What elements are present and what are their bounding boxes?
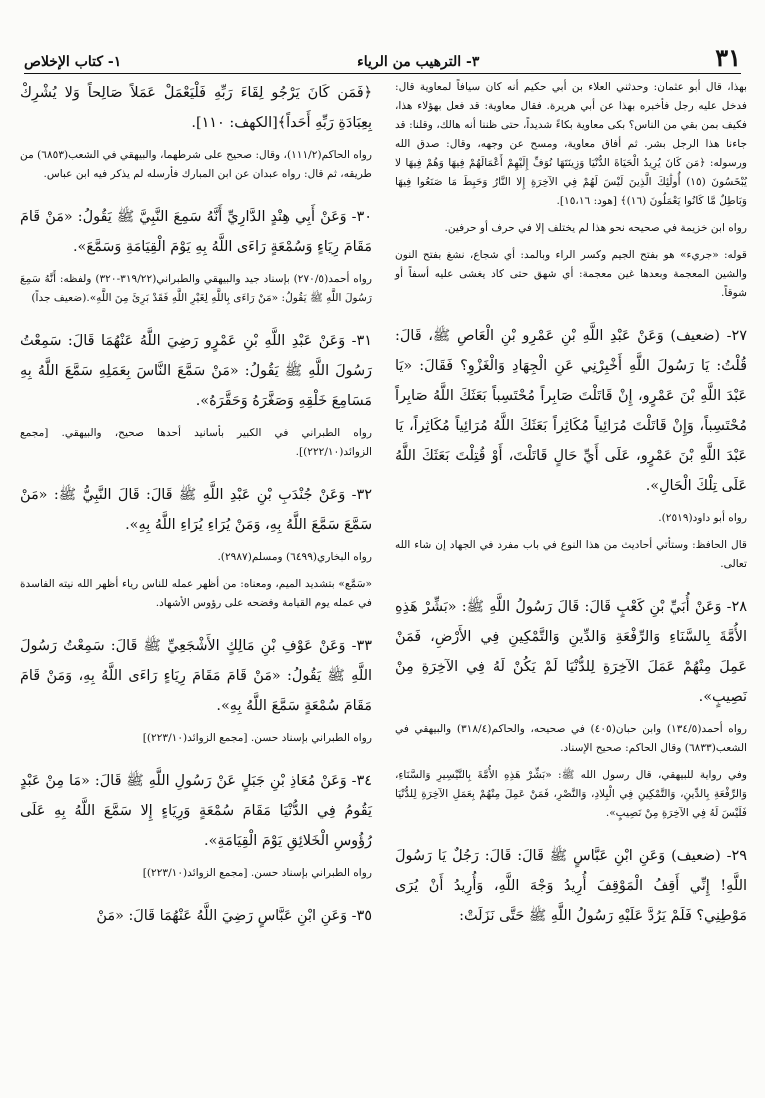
hadith-paragraph: ٣٠- وَعَنْ أَبِي هِنْدٍ الدَّارِيِّ أَنَّهُ سَمِعَ النَّبِيَّ ﷺ يَقُولُ: «مَنْ قَامَ مَقَامَ رِيَاءٍ وَسُمْعَةٍ رَاءَى اللَّهُ بِهِ يَوْمَ الْقِيَامَةِ وَسَمَّعَ».	[20, 209, 372, 255]
note-paragraph: قوله: «جريء» هو بفتح الجيم وكسر الراء وبالمد: أي شجاع، نشغ بفتح النون والشين المعجمة وبعدها غين معجمة: أي شهق حتى كاد يغشى عليه أسفاً أو شوقاً.	[395, 249, 747, 299]
note-paragraph: رواه الطبراني بإسناد حسن. [مجمع الزوائد(٢٢٣/١٠)]	[142, 867, 372, 879]
note-paragraph: رواه أحمد(٢٧٠/٥) بإسناد جيد والبيهقي والطبراني(٣١٩/٢٢-٣٢٠) ولفظه: أَنَّهُ سَمِعَ رَسُولَ اللَّهِ ﷺ يَقُولُ: «مَنْ رَاءَى بِاللَّهِ لِغَيْرِ اللَّهِ فَقَدْ بَرِئَ مِنَ اللَّهِ».(ضعيف جداً)	[20, 273, 372, 304]
verse-paragraph: ﴿فَمَن كَانَ يَرْجُو لِقَاءَ رَبِّهِ فَلْيَعْمَلْ عَمَلاً صَالِحاً وَلا يُشْرِكْ بِعِبَادَةِ رَبِّهِ أَحَداً﴾[الكهف: ١١٠].	[20, 85, 372, 131]
note-paragraph: بهذا، قال أبو عثمان: وحدثني العلاء بن أبي حكيم أنه كان سيافاً لمعاوية قال: فدخل عليه رجل فأخبره بهذا عن أبي هريرة. فقال معاوية: قد فعل بهؤلاء هذا، فكيف بمن بقي من الناس؟ بكى معاوية بكاءً شديداً، حتى ظننا أنه هالك، وقلنا: قد جاءنا هذا الرجل بشر. ثم أفاق معاوية، ومسح عن وجهه، وقال: صدق الله ورسوله: ﴿مَن كَانَ يُرِيدُ الْحَيَاةَ الدُّنْيَا وَزِينَتَهَا نُوَفِّ إِلَيْهِمْ أَعْمَالَهُمْ فِيهَا وَهُمْ فِيهَا لا يُبْخَسُونَ (١٥) أُولَٰئِكَ الَّذِينَ لَيْسَ لَهُمْ فِي الآخِرَةِ إِلا النَّارُ وَحَبِطَ مَا صَنَعُوا فِيهَا وَبَاطِلٌ مَّا كَانُوا يَعْمَلُونَ (١٦)﴾ [هود: ١٥،١٦].	[395, 81, 747, 207]
note-paragraph: رواه البخاري(٦٤٩٩) ومسلم(٢٩٨٧).	[217, 551, 372, 563]
hadith-paragraph: ٣٤- وَعَنْ مُعَاذِ بْنِ جَبَلٍ عَنْ رَسُولِ اللَّهِ ﷺ قَالَ: «مَا مِنْ عَبْدٍ يَقُومُ فِي الدُّنْيَا مَقَامَ سُمْعَةٍ وَرِيَاءٍ إِلا سَمَّعَ اللَّهُ بِهِ عَلَى رُؤُوسِ الْخَلائِقِ يَوْمَ الْقِيَامَةِ».	[20, 773, 372, 849]
hadith-paragraph: ٣٥- وَعَنِ ابْنِ عَبَّاسٍ رَضِيَ اللَّهُ عَنْهُمَا قَالَ: «مَنْ	[96, 908, 372, 924]
note-paragraph: رواه الطبراني في الكبير بأسانيد أحدها صحيح، والبيهقي. [مجمع الزوائد(٢٢٢/١٠)].	[20, 427, 372, 458]
left-column	[20, 78, 372, 939]
note-paragraph: رواه ابن خزيمة في صحيحه نحو هذا لم يختلف إلا في حرف أو حرفين.	[444, 222, 747, 234]
page-header	[24, 40, 741, 74]
note-paragraph: رواه أحمد(١٣٤/٥) وابن حبان(٤٠٥) في صحيحه، والحاكم(٣١٨/٤) والبيهقي في الشعب(٦٨٣٣) وقال الحاكم: صحيح الإسناد.	[395, 723, 748, 754]
right-column	[395, 78, 747, 939]
hadith-paragraph: ٣١- وَعَنْ عَبْدِ اللَّهِ بْنِ عَمْرٍو رَضِيَ اللَّهُ عَنْهُمَا قَالَ: سَمِعْتُ رَسُولَ اللَّهِ ﷺ يَقُولُ: «مَنْ سَمَّعَ النَّاسَ بِعَمَلِهِ سَمَّعَ اللَّهُ بِهِ مَسَامِعَ خَلْقِهِ وَصَغَّرَهُ وَحَقَّرَهُ».	[20, 333, 372, 409]
hadith-paragraph: ٢٨- وَعَنْ أُبَيِّ بْنِ كَعْبٍ قَالَ: قَالَ رَسُولُ اللَّهِ ﷺ: «بَشِّرْ هَذِهِ الأُمَّةَ بِالسَّنَاءِ وَالرِّفْعَةِ وَالدِّينِ وَالتَّمْكِينِ فِي الأَرْضِ، فَمَنْ عَمِلَ مِنْهُمْ عَمَلَ الآخِرَةِ لِلدُّنْيَا لَمْ يَكُنْ لَهُ فِي الآخِرَةِ مِنْ نَصِيبٍ».	[395, 599, 747, 705]
hadith-paragraph: ٢٧- (ضعيف) وَعَنْ عَبْدِ اللَّهِ بْنِ عَمْرِو بْنِ الْعَاصِ ﷺ، قَالَ: قُلْتُ: يَا رَسُولَ اللَّهِ أَخْبِرْنِي عَنِ الْجِهَادِ وَالْغَزْوِ؟ فَقَالَ: «يَا عَبْدَ اللَّهِ بْنَ عَمْرٍو، إِنْ قَاتَلْتَ صَابِراً مُحْتَسِباً بَعَثَكَ اللَّهُ صَابِراً مُحْتَسِباً، وَإِنْ قَاتَلْتَ مُرَائِياً مُكَاثِراً بَعَثَكَ اللَّهُ مُرَائِياً مُكَاثِراً، يَا عَبْدَ اللَّهِ بْنَ عَمْرٍو، عَلَى أَيِّ حَالٍ قَاتَلْتَ، أَوْ قُتِلْتَ بَعَثَكَ اللَّهُ عَلَى تِلْكَ الْحَالِ».	[395, 328, 747, 494]
note-paragraph: وفي رواية للبيهقي، قال رسول الله ﷺ: «بَشِّرْ هَذِهِ الأُمَّةَ بِالتَّيْسِيرِ وَالسَّنَاءِ، وَالرِّفْعَةِ بِالدِّينِ، وَالتَّمْكِينِ فِي الْبِلادِ، وَالنَّصْرِ، فَمَنْ عَمِلَ مِنْهُمْ بِعَمَلِ الآخِرَةِ لِلدُّنْيَا فَلَيْسَ لَهُ فِي الآخِرَةِ مِنْ نَصِيبٍ».	[395, 769, 747, 819]
running-chapter-title: ٣- الترهيب من الرياء	[357, 54, 480, 70]
running-book-title: ١- كتاب الإخلاص	[24, 54, 122, 70]
note-paragraph: رواه أبو داود(٢٥١٩).	[658, 512, 747, 524]
note-paragraph: رواه الطبراني بإسناد حسن. [مجمع الزوائد(٢٢٣/١٠)]	[142, 732, 372, 744]
hadith-paragraph: ٣٢- وَعَنْ جُنْدَبِ بْنِ عَبْدِ اللَّهِ ﷺ قَالَ: قَالَ النَّبِيُّ ﷺ: «مَنْ سَمَّعَ سَمَّعَ اللَّهُ بِهِ، وَمَنْ يُرَاءِ يُرَاءِ اللَّهُ بِهِ».	[20, 487, 372, 533]
hadith-paragraph: ٢٩- (ضعيف) وَعَنِ ابْنِ عَبَّاسٍ ﷺ قَالَ: قَالَ: رَجُلٌ يَا رَسُولَ اللَّهِ! إِنِّي أَقِفُ الْمَوْقِفَ أُرِيدُ وَجْهَ اللَّهِ، وَأُرِيدُ أَنْ يُرَى مَوْطِنِي؟ فَلَمْ يَرُدَّ عَلَيْهِ رَسُولُ اللَّهِ ﷺ حَتَّى نَزَلَتْ:	[395, 848, 747, 924]
page-number: ٣١	[715, 43, 741, 72]
note-paragraph: «سَمَّع» بتشديد الميم، ومعناه: من أظهر عمله للناس رياء أظهر الله نيته الفاسدة في عمله يوم القيامة وفضحه على رؤوس الأشهاد.	[20, 578, 372, 609]
note-paragraph: رواه الحاكم(١١١/٢)، وقال: صحيح على شرطهما، والبيهقي في الشعب(٦٨٥٣) من طريقه، ثم قال: رواه عبدان عن ابن المبارك فأرسله لم يذكر فيه ابن عباس.	[20, 149, 372, 180]
hadith-paragraph: ٣٣- وَعَنْ عَوْفِ بْنِ مَالِكٍ الأَشْجَعِيِّ ﷺ قَالَ: سَمِعْتُ رَسُولَ اللَّهِ ﷺ يَقُولُ: «مَنْ قَامَ مَقَامَ رِيَاءٍ رَاءَى اللَّهُ بِهِ، وَمَنْ قَامَ مَقَامَ سُمْعَةٍ سَمَّعَ اللَّهُ بِهِ».	[20, 638, 372, 714]
note-paragraph: قال الحافظ: وستأتي أحاديث من هذا النوع في باب مفرد في الجهاد إن شاء الله تعالى.	[395, 539, 747, 570]
